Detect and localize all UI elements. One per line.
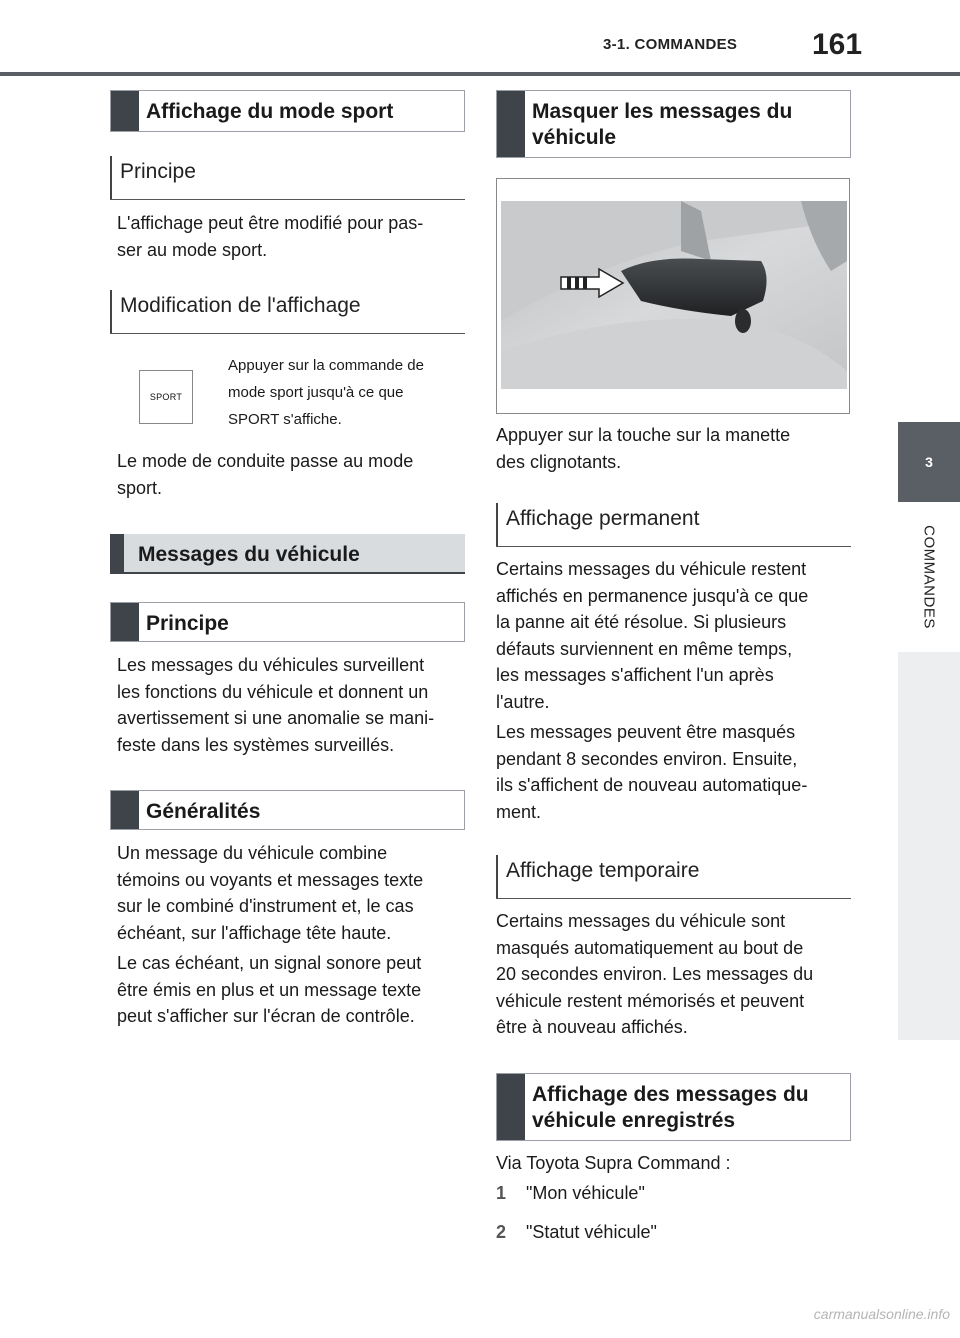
- paragraph-permanent-2: Les messages peuvent être masqués pendant 8 secondes environ. Ensuite, ils s'affichent de nouveau automatique- ment.: [496, 722, 808, 822]
- heading-hide-messages: Masquer les messages du véhicule: [496, 90, 851, 158]
- chapter-tab-number: 3: [898, 422, 960, 502]
- chapter-tab-label-text: COMMANDES: [920, 525, 938, 629]
- step-item: [496, 1180, 645, 1206]
- sport-button-icon: SPORT: [139, 370, 193, 424]
- sport-instruction: Appuyer sur la commande de mode sport jusqu'à ce que SPORT s'affiche.: [228, 357, 424, 428]
- section-title: 3-1. COMMANDES: [603, 36, 738, 53]
- paragraph-via-command: Via Toyota Supra Command :: [496, 1153, 731, 1173]
- heading-vehicle-messages: Messages du véhicule: [110, 534, 465, 574]
- page-number: 161: [812, 28, 863, 61]
- step-item: [496, 1219, 657, 1245]
- header-rule: [0, 72, 960, 76]
- step-text: "Mon véhicule": [526, 1183, 645, 1203]
- subheading-permanent: Affichage permanent: [496, 503, 851, 547]
- step-text: "Statut véhicule": [526, 1222, 657, 1242]
- subheading-temporaire: Affichage temporaire: [496, 855, 851, 899]
- subheading-principe: Principe: [110, 156, 465, 200]
- step-number: 2: [496, 1222, 507, 1242]
- heading-stored-messages: Affichage des messages du véhicule enregistrés: [496, 1073, 851, 1141]
- heading-principe-2: Principe: [110, 602, 465, 642]
- turn-signal-stalk-image: [496, 178, 850, 414]
- heading-generalites: Généralités: [110, 790, 465, 830]
- chapter-tab-label: [898, 502, 960, 652]
- chapter-tab-strip: [898, 652, 960, 1040]
- paragraph-principe-2: Les messages du véhicules surveillent les fonctions du véhicule et donnent un avertissement si une anomalie se mani- feste dans les systèmes surveillés.: [117, 655, 435, 755]
- paragraph-temporaire: Certains messages du véhicule sont masqués automatiquement au bout de 20 secondes environ. Les messages du véhicule restent mémorisés et peuvent être à nouveau affichés.: [496, 911, 814, 1037]
- paragraph-mode: Le mode de conduite passe au mode sport.: [117, 451, 414, 498]
- paragraph-generalites-2: Le cas échéant, un signal sonore peut être émis en plus et un message texte peut s'afficher sur l'écran de contrôle.: [117, 953, 422, 1026]
- paragraph-press-button: Appuyer sur la touche sur la manette des clignotants.: [496, 425, 791, 472]
- paragraph-generalites-1: Un message du véhicule combine témoins ou voyants et messages texte sur le combiné d'instrument et, le cas échéant, sur l'affichage tête haute.: [117, 843, 424, 943]
- step-number: 1: [496, 1183, 507, 1203]
- watermark: carmanualsonline.info: [813, 1306, 950, 1322]
- paragraph-permanent-1: Certains messages du véhicule restent affichés en permanence jusqu'à ce que la panne ait été résolue. Si plusieurs défauts surviennent en même temps, les messages s'affichent l'un après l'autre.: [496, 559, 809, 712]
- heading-sport-mode: Affichage du mode sport: [110, 90, 465, 132]
- paragraph-principe: L'affichage peut être modifié pour pas- ser au mode sport.: [117, 213, 424, 260]
- subheading-modification: Modification de l'affichage: [110, 290, 465, 334]
- turn-signal-stalk-illustration: [501, 201, 847, 389]
